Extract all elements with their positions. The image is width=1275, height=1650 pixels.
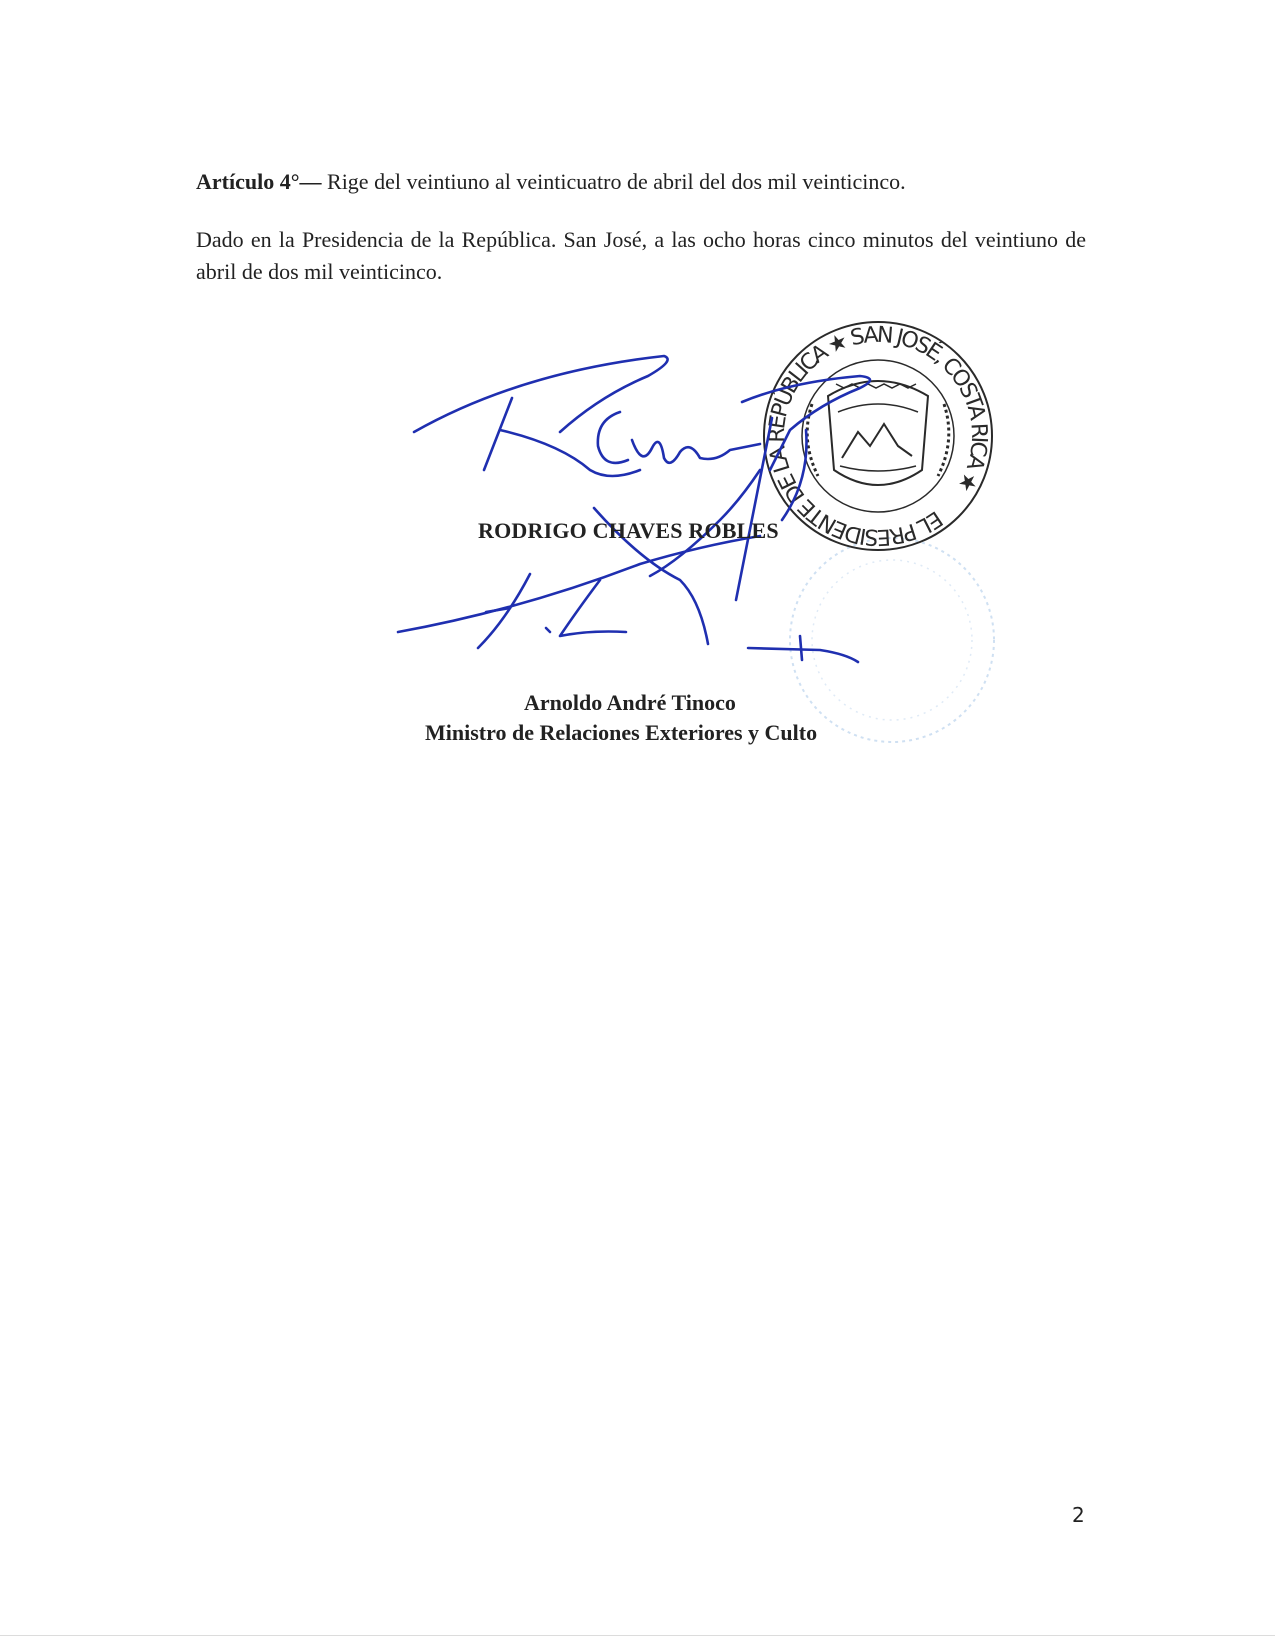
signatory-1-name: RODRIGO CHAVES ROBLES xyxy=(478,518,779,543)
page-number: 2 xyxy=(1072,1503,1085,1527)
signatory-2-name: Arnoldo André Tinoco xyxy=(524,690,736,715)
faint-seal-stamp xyxy=(790,538,994,742)
seal-text: EL PRESIDENTE DE LA REPÚBLICA ★ SAN JOSÉ, COSTA RICA ★ xyxy=(764,322,992,550)
signature-arnoldo-andre xyxy=(398,470,858,662)
article-label: Artículo 4°— xyxy=(196,169,322,194)
presidential-seal xyxy=(719,277,1037,595)
coat-of-arms-icon xyxy=(807,381,949,485)
article-paragraph xyxy=(196,166,1086,198)
scan-edge-divider xyxy=(0,1635,1275,1636)
signature-rodrigo-chaves xyxy=(414,356,870,600)
article-text: Rige del veintiuno al veinticuatro de abril del dos mil veinticinco. xyxy=(321,169,906,194)
given-paragraph: Dado en la Presidencia de la República. San José, a las ocho horas cinco minutos del veintiuno de abril de dos mil veinticinco. xyxy=(196,227,1086,284)
signatory-2-title: Ministro de Relaciones Exteriores y Culto xyxy=(425,720,818,745)
